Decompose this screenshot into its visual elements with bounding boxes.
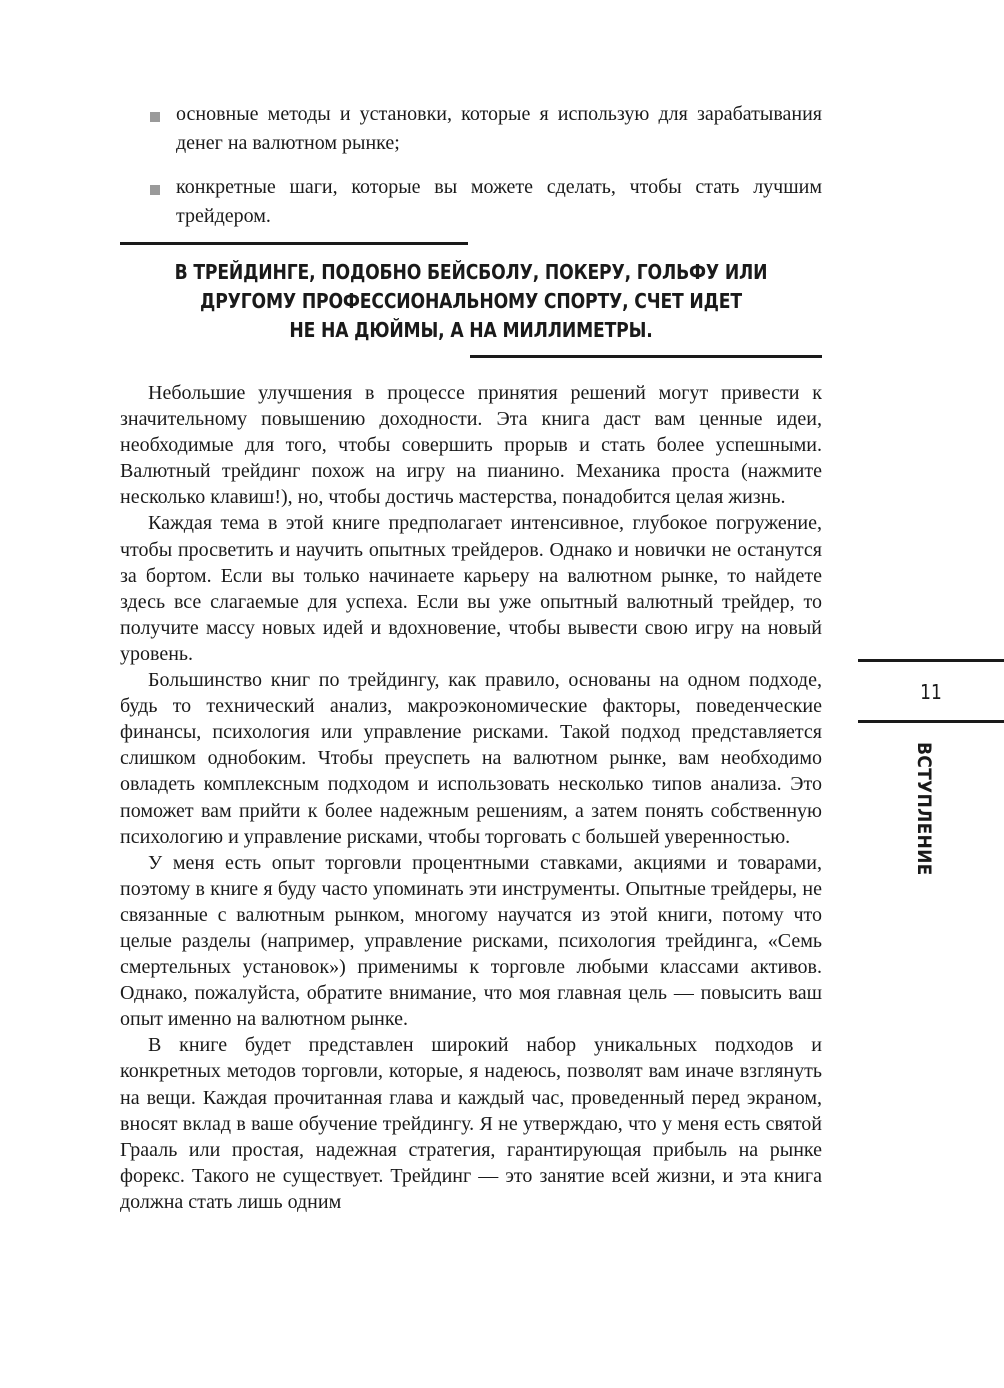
body-text xyxy=(120,380,822,1215)
paragraph: В книге будет представлен широкий набор уникальных подходов и конкретных методов торговли, которые, я надеюсь, позволят вам иначе взглянуть на вещи. Каждая прочитанная глава и каждый час, проведенный перед экраном, вносят вклад в ваше обучение трейдингу. Я не утверждаю, что у меня есть святой Грааль или простая, надежная стратегия, гарантирующая прибыль на рынке форекс. Такого не существует. Трейдинг — это занятие всей жизни, и эта книга должна стать лишь одним xyxy=(120,1034,822,1213)
bullet-list xyxy=(150,100,822,246)
margin-rule-bottom xyxy=(858,720,1004,723)
paragraph: У меня есть опыт торговли процентными ставками, акциями и товарами, поэтому в книге я буду часто упоминать эти инструменты. Опытные трейдеры, не связанные с валютным рынком, многому научатся из этой книги, потому что целые разделы (например, управление рисками, психология трейдинга, «Семь смертельных установок») применимы к торговле любыми классами активов. Однако, пожалуйста, обратите внимание, что моя главная цель — повысить ваш опыт именно на валютном рынке. xyxy=(120,851,822,1031)
page-number: 11 xyxy=(920,680,942,704)
paragraph: Каждая тема в этой книге предполагает интенсивное, глубокое погружение, чтобы просветить и научить опытных трейдеров. Однако и новички не останутся за бортом. Если вы только начинаете карьеру на валютном рынке, то найдете здесь все слагаемые для успеха. Если вы уже опытный валютный трейдер, то получите массу новых идей и вдохновение, чтобы вывести свою игру на новый уровень. xyxy=(120,512,822,665)
bullet-text: основные методы и установки, которые я использую для зарабатывания денег на валютном рынке; xyxy=(176,103,822,154)
pull-quote-top-rule xyxy=(120,242,468,245)
pull-quote xyxy=(169,258,773,345)
bullet-item xyxy=(150,100,822,158)
bullet-item xyxy=(150,173,822,231)
margin-rule-top xyxy=(858,659,1004,662)
paragraph: Большинство книг по трейдингу, как правило, основаны на одном подходе, будь то технический анализ, макроэкономические факторы, поведенческие финансы, психология или управление рисками. Такой подход представляется слишком однобоким. Чтобы преуспеть на валютном рынке, вам необходимо овладеть комплексным подходом и использовать несколько типов анализа. Это поможет вам прийти к более надежным решениям, а затем понять собственную психологию и управление рисками, чтобы торговать с большей уверенностью. xyxy=(120,669,822,848)
pull-quote-line: ДРУГОМУ ПРОФЕССИОНАЛЬНОМУ СПОРТУ, СЧЕТ ИДЕТ xyxy=(200,289,742,313)
bullet-text: конкретные шаги, которые вы можете сделать, чтобы стать лучшим трейдером. xyxy=(176,176,822,227)
pull-quote-line: В ТРЕЙДИНГЕ, ПОДОБНО БЕЙСБОЛУ, ПОКЕРУ, ГОЛЬФУ ИЛИ xyxy=(174,260,768,284)
bullet-square-icon xyxy=(150,112,160,122)
pull-quote-bottom-rule xyxy=(470,355,822,358)
section-label: ВСТУПЛЕНИЕ xyxy=(913,742,935,876)
pull-quote-line: НЕ НА ДЮЙМЫ, А НА МИЛЛИМЕТРЫ. xyxy=(289,318,653,342)
bullet-square-icon xyxy=(150,185,160,195)
paragraph: Небольшие улучшения в процессе принятия решений могут привести к значительному повышению доходности. Эта книга даст вам ценные идеи, необходимые для того, чтобы совершить прорыв и стать более успешными. Валютный трейдинг похож на игру на пианино. Механика проста (нажмите несколько клавиш!), но, чтобы достичь мастерства, понадобится целая жизнь. xyxy=(120,382,822,509)
